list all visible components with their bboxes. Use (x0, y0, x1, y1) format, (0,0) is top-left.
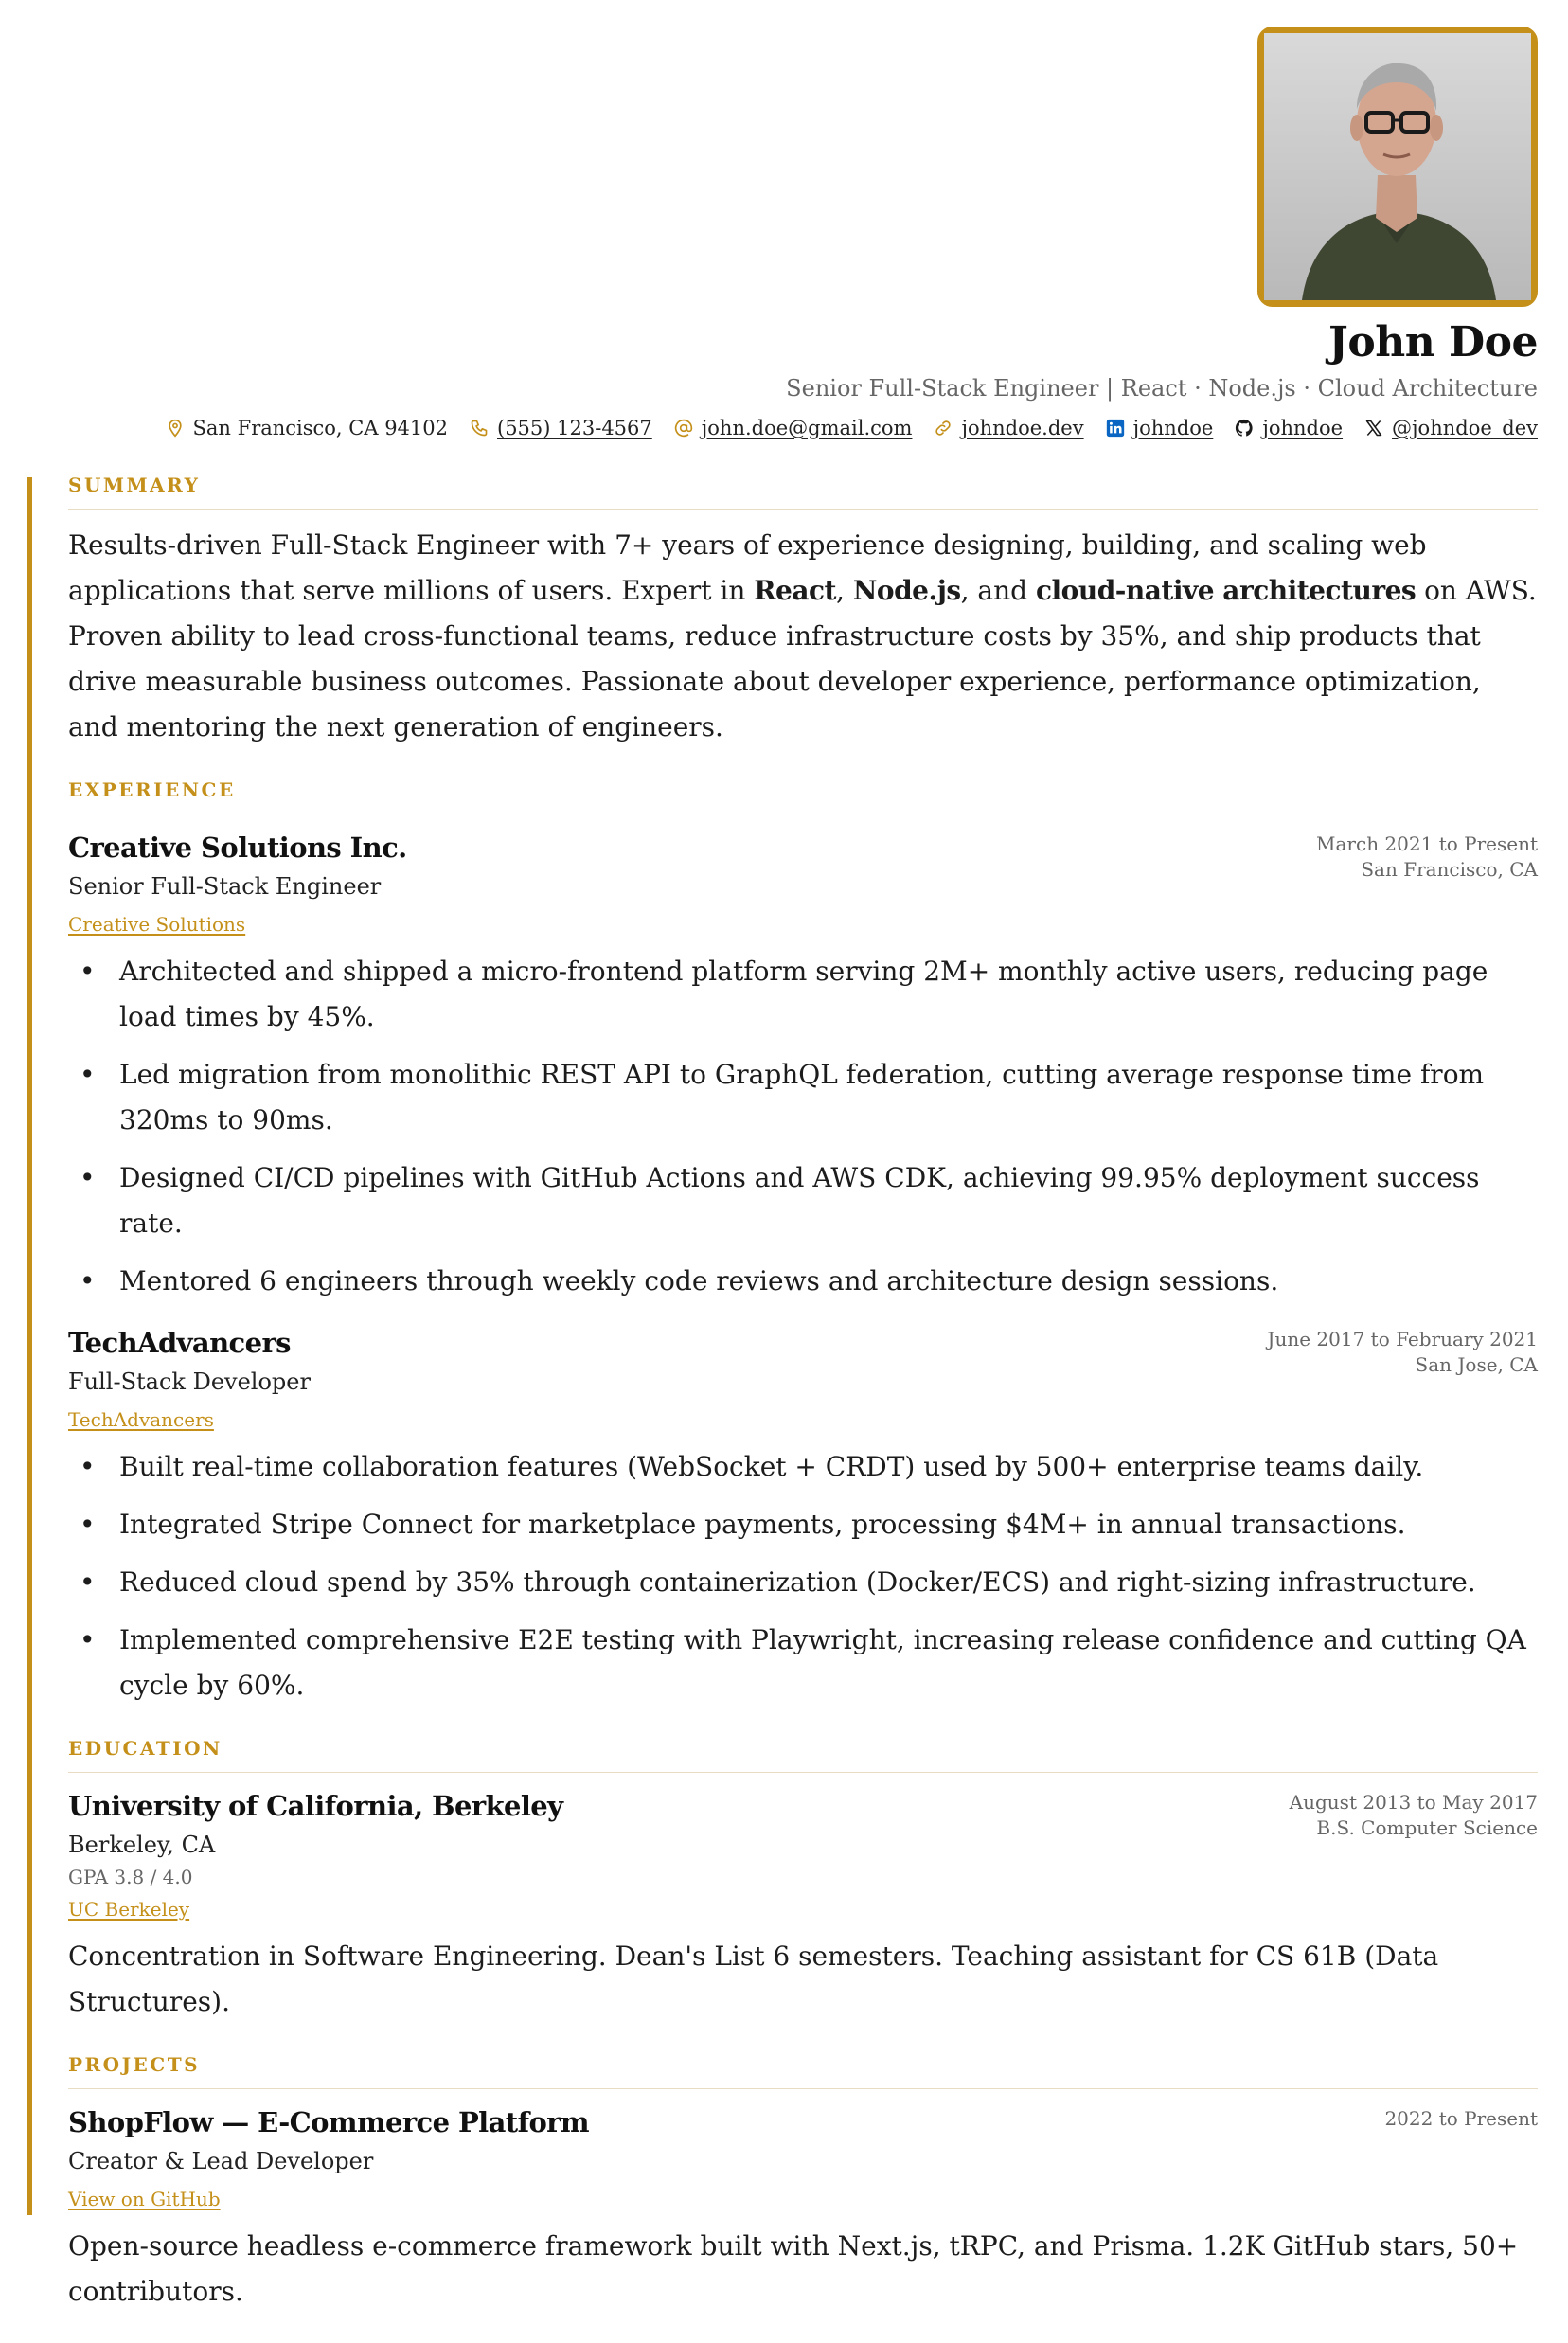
summary-bold-cloud: cloud-native architectures (1035, 575, 1417, 606)
summary-part-2: on AWS. Proven ability to lead cross-functional teams, reduce infrastructure costs by 35%, and ship products that drive measurable business outcomes. Passionate about developer experience, performance optimization, and mentoring the next generation of engineers. (68, 575, 1537, 742)
company-link[interactable]: TechAdvancers (68, 1408, 214, 1431)
school-name: University of California, Berkeley (68, 1790, 563, 1822)
phone-icon (469, 418, 490, 438)
summary-bold-react: React (754, 575, 836, 606)
education-section (68, 1737, 1538, 2025)
school-location: Berkeley, CA (68, 1832, 216, 1858)
project-dates: 2022 to Present (1384, 2107, 1538, 2130)
education-entry (68, 1786, 1538, 2025)
accent-bar (27, 477, 32, 2215)
summary-sep-2: , and (960, 575, 1036, 606)
bullet-item: • Reduced cloud spend by 35% through containerization (Docker/ECS) and right-sizing infrastructure. (68, 1560, 1538, 1605)
job-left (68, 1323, 311, 1437)
degree: B.S. Computer Science (1316, 1816, 1538, 1839)
contact-location (165, 417, 448, 439)
bullet-item: • Led migration from monolithic REST API to GraphQL federation, cutting average response time from 320ms to 90ms. (68, 1052, 1538, 1143)
job-role: Full-Stack Developer (68, 1368, 311, 1395)
projects-section (68, 2053, 1538, 2315)
bullet-item: • Designed CI/CD pipelines with GitHub Actions and AWS CDK, achieving 99.95% deployment success rate. (68, 1155, 1538, 1246)
project-meta (1384, 2102, 1538, 2132)
x-link[interactable]: @johndoe_dev (1392, 417, 1538, 439)
job-entry (68, 828, 1538, 1304)
bullet-item: • Architected and shipped a micro-frontend platform serving 2M+ monthly active users, reducing page load times by 45%. (68, 949, 1538, 1040)
github-link[interactable]: johndoe (1262, 417, 1344, 439)
school-link[interactable]: UC Berkeley (68, 1898, 190, 1921)
linkedin-link[interactable]: johndoe (1132, 417, 1214, 439)
summary-section (68, 474, 1538, 750)
job-meta (1316, 828, 1538, 883)
contact-x[interactable] (1363, 417, 1538, 439)
phone-link[interactable]: (555) 123-4567 (497, 417, 652, 439)
summary-bold-node: Node.js (852, 575, 961, 606)
projects-heading: PROJECTS (68, 2053, 1538, 2089)
job-bullets (68, 1444, 1538, 1708)
contact-email[interactable] (673, 417, 913, 439)
experience-heading: EXPERIENCE (68, 778, 1538, 814)
project-github-link[interactable]: View on GitHub (68, 2188, 221, 2210)
job-entry (68, 1323, 1538, 1708)
project-left (68, 2102, 589, 2216)
education-left (68, 1786, 562, 1926)
company-name: Creative Solutions Inc. (68, 832, 407, 864)
education-meta (1290, 1786, 1538, 1841)
job-dates: June 2017 to February 2021 (1267, 1328, 1538, 1350)
at-icon (673, 418, 694, 438)
company-link[interactable]: Creative Solutions (68, 913, 246, 936)
bullet-item: • Implemented comprehensive E2E testing with Playwright, increasing release confidence and cutting QA cycle by 60%. (68, 1618, 1538, 1708)
location-text: San Francisco, CA 94102 (192, 417, 448, 439)
project-entry (68, 2102, 1538, 2315)
bullet-item: • Integrated Stripe Connect for marketplace payments, processing $4M+ in annual transactions. (68, 1502, 1538, 1547)
job-location: San Francisco, CA (1361, 858, 1538, 881)
job-location: San Jose, CA (1415, 1353, 1538, 1376)
education-header (68, 1786, 1538, 1926)
email-link[interactable]: john.doe@gmail.com (701, 417, 913, 439)
summary-text (68, 523, 1538, 750)
experience-section (68, 778, 1538, 1708)
job-left (68, 828, 407, 941)
job-header (68, 1323, 1538, 1437)
github-icon (1234, 418, 1255, 438)
website-link[interactable]: johndoe.dev (961, 417, 1084, 439)
contact-linkedin[interactable] (1105, 417, 1214, 439)
project-name: ShopFlow — E-Commerce Platform (68, 2106, 589, 2138)
x-icon (1363, 418, 1384, 438)
contact-github[interactable] (1234, 417, 1343, 439)
company-name: TechAdvancers (68, 1327, 291, 1359)
summary-heading: SUMMARY (68, 474, 1538, 510)
contact-phone[interactable] (469, 417, 652, 439)
profile-photo (1257, 27, 1538, 307)
job-dates: March 2021 to Present (1316, 832, 1538, 855)
summary-part-1: Results-driven Full-Stack Engineer with 7+ years of experience designing, building, and scaling web applications that serve millions of users. Expert in (68, 529, 1427, 606)
gpa: GPA 3.8 / 4.0 (68, 1866, 193, 1888)
education-dates: August 2013 to May 2017 (1289, 1791, 1538, 1814)
education-description: Concentration in Software Engineering. Dean's List 6 semesters. Teaching assistant for CS 61B (Data Structures). (68, 1941, 1439, 2017)
job-meta (1267, 1323, 1538, 1378)
contact-bar (165, 417, 1538, 439)
bullet-item: • Built real-time collaboration features (WebSocket + CRDT) used by 500+ enterprise teams daily. (68, 1444, 1538, 1490)
job-header (68, 828, 1538, 941)
project-description: Open-source headless e-commerce framework built with Next.js, tRPC, and Prisma. 1.2K GitHub stars, 50+ contributors. (68, 2230, 1519, 2307)
project-header (68, 2102, 1538, 2216)
candidate-name: John Doe (1328, 318, 1538, 367)
project-role: Creator & Lead Developer (68, 2148, 374, 2174)
bullet-item: • Mentored 6 engineers through weekly code reviews and architecture design sessions. (68, 1259, 1538, 1304)
education-heading: EDUCATION (68, 1737, 1538, 1773)
link-icon (933, 418, 953, 438)
summary-sep-1: , (836, 575, 853, 606)
job-bullets (68, 949, 1538, 1304)
job-role: Senior Full-Stack Engineer (68, 873, 382, 900)
location-pin-icon (165, 418, 186, 438)
contact-website[interactable] (933, 417, 1083, 439)
headline: Senior Full-Stack Engineer | React · Node.js · Cloud Architecture (786, 375, 1538, 402)
resume-body (68, 474, 1538, 2343)
linkedin-icon (1105, 418, 1126, 438)
